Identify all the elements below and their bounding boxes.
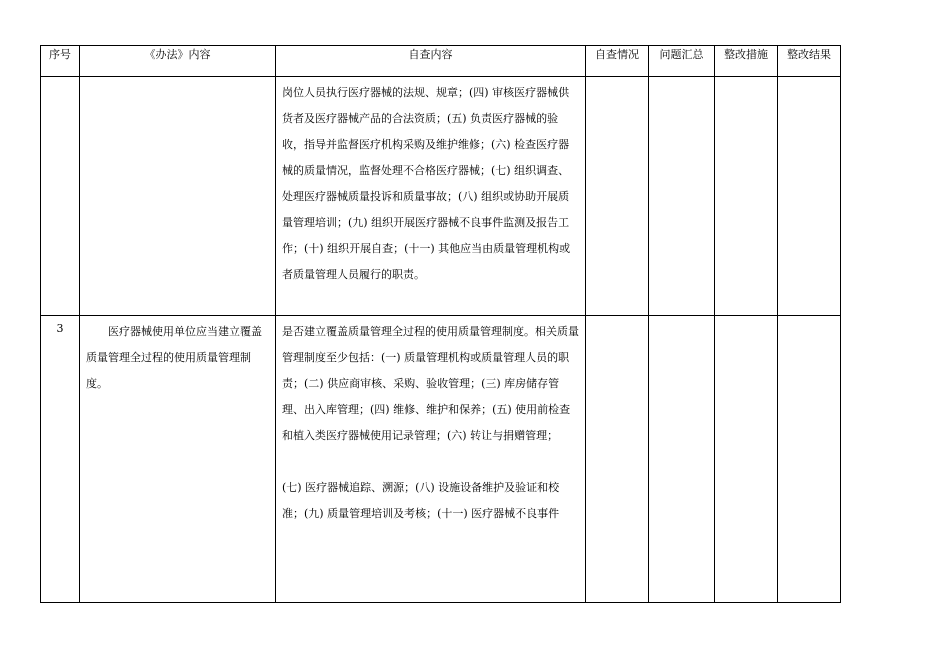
header-rectification-measures: 整改措施 bbox=[715, 46, 778, 77]
selfcheck-text: 是否建立覆盖质量管理全过程的使用质量管理制度。相关质量管理制度至少包括：(一) 质量管理机构或质量管理人员的职责；(二) 供应商审核、采购、验收管理；(三) 库房储存管理、出入库管理；(四) 维修、维护和保养；(五) 使用前检查和植入类医疗器械使用记录管理；(六) 转让与捐赠管理； bbox=[282, 325, 579, 442]
row-seq bbox=[41, 77, 80, 316]
table-row bbox=[41, 77, 841, 316]
header-issue-summary: 问题汇总 bbox=[649, 46, 715, 77]
row-rectification-result bbox=[778, 77, 841, 316]
table-row bbox=[41, 316, 841, 603]
paragraph-gap bbox=[276, 449, 585, 475]
header-selfcheck-status: 自查情况 bbox=[586, 46, 649, 77]
header-measure-content: 《办法》内容 bbox=[80, 46, 276, 77]
row-seq: 3 bbox=[41, 316, 80, 603]
row-issue-summary bbox=[649, 316, 715, 603]
row-selfcheck-content bbox=[276, 316, 586, 603]
row-issue-summary bbox=[649, 77, 715, 316]
header-seq: 序号 bbox=[41, 46, 80, 77]
row-measure-content bbox=[80, 316, 276, 603]
row-rectification-result bbox=[778, 316, 841, 603]
self-check-table bbox=[40, 45, 841, 603]
header-selfcheck-content: 自查内容 bbox=[276, 46, 586, 77]
row-rectification-measures bbox=[715, 77, 778, 316]
row-selfcheck-status bbox=[586, 316, 649, 603]
row-selfcheck-content bbox=[276, 77, 586, 316]
header-rectification-result: 整改结果 bbox=[778, 46, 841, 77]
measure-text: 医疗器械使用单位应当建立覆盖质量管理全过程的使用质量管理制度。 bbox=[86, 325, 262, 390]
row-measure-content bbox=[80, 77, 276, 316]
row-selfcheck-status bbox=[586, 77, 649, 316]
row-rectification-measures bbox=[715, 316, 778, 603]
header-row bbox=[41, 46, 841, 77]
selfcheck-text: 岗位人员执行医疗器械的法规、规章；(四) 审核医疗器械供货者及医疗器械产品的合法资质；(五) 负责医疗器械的验收，指导并监督医疗机构采购及维护维修；(六) 检查医疗器械的质量情况，监督处理不合格医疗器械；(七) 组织调查、处理医疗器械质量投诉和质量事故；(八) 组织或协助开展质量管理培训；(九) 组织开展医疗器械不良事件监测及报告工作；(十) 组织开展自查；(十一) 其他应当由质量管理机构或者质量管理人员履行的职责。 bbox=[282, 86, 571, 281]
selfcheck-text-continued: (七) 医疗器械追踪、溯源；(八) 设施设备维护及验证和校准；(九) 质量管理培训及考核；(十一) 医疗器械不良事件 bbox=[282, 481, 560, 520]
